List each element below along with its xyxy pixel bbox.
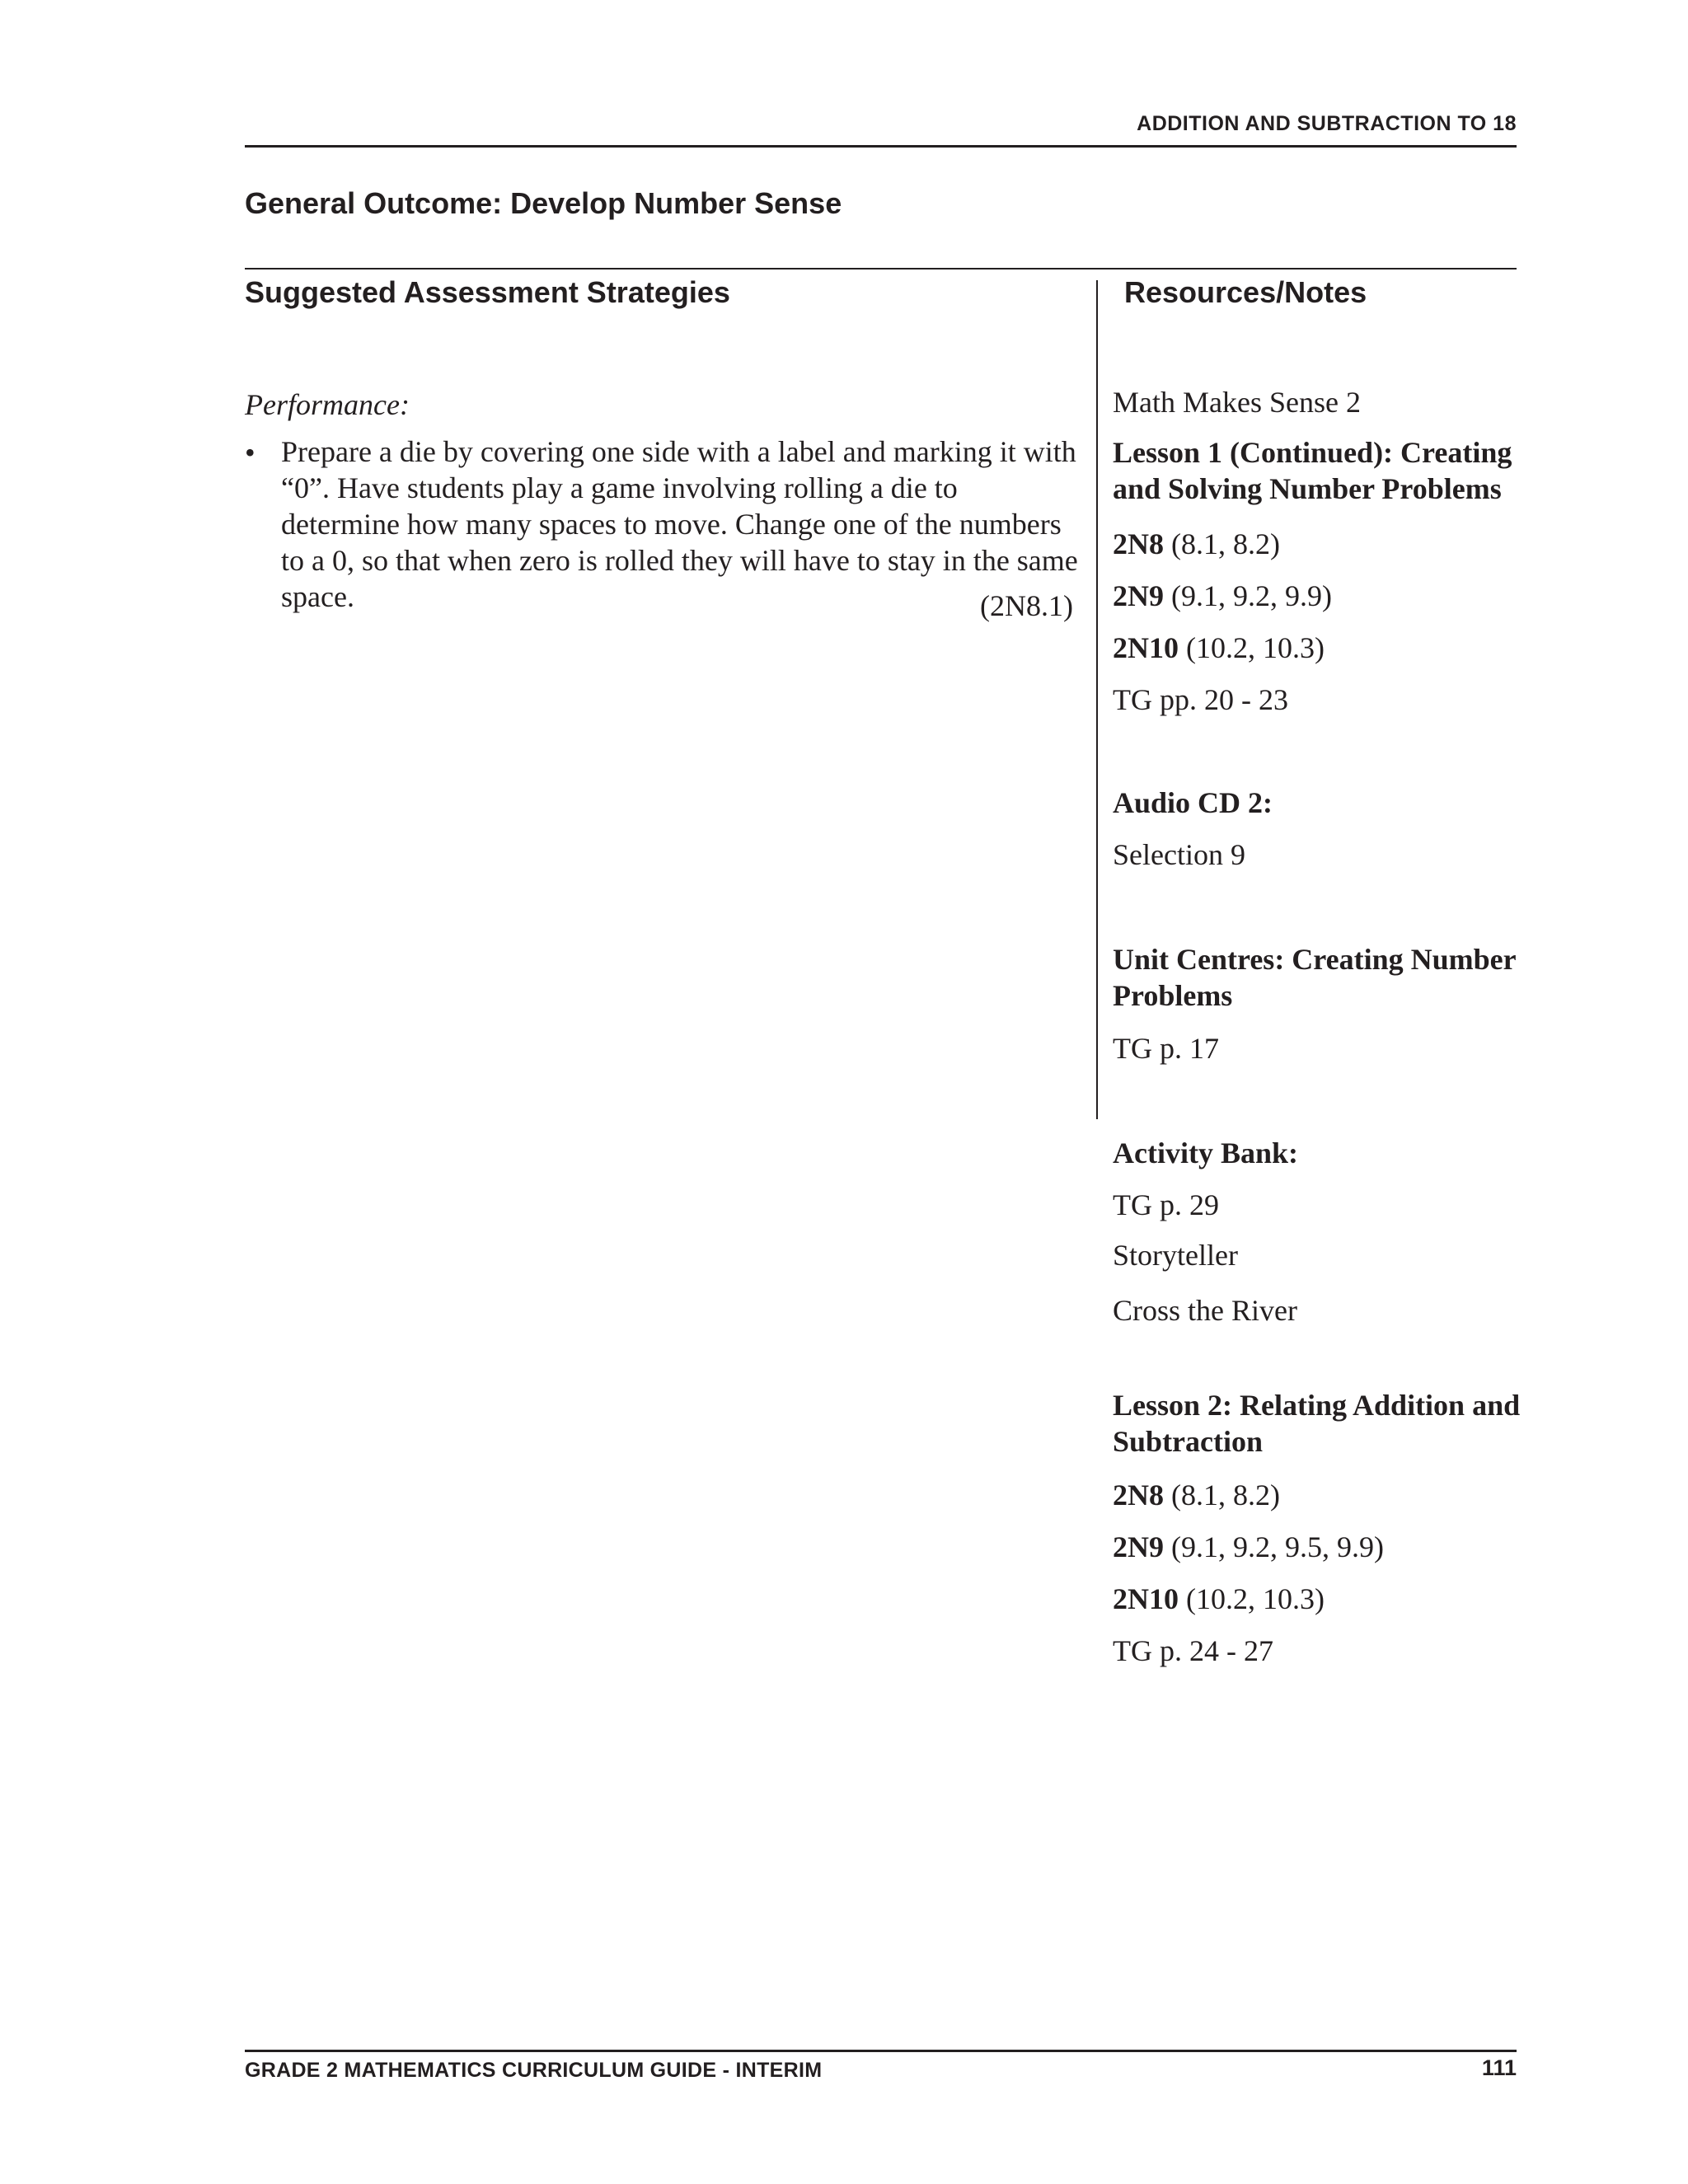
lesson1-outcome-2n8: 2N8 (8.1, 8.2) (1113, 527, 1280, 560)
lesson1-title: Lesson 1 (Continued): Creating and Solving Number Problems (1113, 436, 1512, 505)
activity-cross-the-river: Cross the River (1113, 1294, 1297, 1327)
lesson2-outcome-2n8: 2N8 (8.1, 8.2) (1113, 1479, 1280, 1511)
activity-storyteller: Storyteller (1113, 1239, 1238, 1272)
book-title: Math Makes Sense 2 (1113, 386, 1361, 419)
audio-cd-title: Audio CD 2: (1113, 786, 1273, 819)
lesson1-outcome-2n10: 2N10 (10.2, 10.3) (1113, 631, 1325, 664)
activity-bank-tg: TG p. 29 (1113, 1188, 1219, 1221)
performance-label: Performance: (245, 388, 410, 421)
footer-title: GRADE 2 MATHEMATICS CURRICULUM GUIDE - INTERIM (245, 2059, 823, 2082)
assessment-item: Prepare a die by covering one side with a label and marking it with “0”. Have students play a game involving rolling a die to determine how many spaces to move. Change one of the numbers to a 0, so that when zero is rolled they will have to stay in the same space. (281, 435, 1078, 613)
unit-centres-title: Unit Centres: Creating Number Problems (1113, 943, 1516, 1012)
lesson2-tg-pages: TG p. 24 - 27 (1113, 1634, 1273, 1667)
running-head: ADDITION AND SUBTRACTION TO 18 (1137, 112, 1517, 135)
section-rule (245, 268, 1517, 269)
footer-rule (245, 2050, 1517, 2052)
lesson2-outcome-2n10: 2N10 (10.2, 10.3) (1113, 1582, 1325, 1615)
activity-bank-title: Activity Bank: (1113, 1137, 1298, 1169)
lesson1-tg-pages: TG pp. 20 - 23 (1113, 683, 1288, 716)
outcome-reference: (2N8.1) (980, 589, 1073, 622)
column-divider (1096, 280, 1098, 1119)
assessment-heading: Suggested Assessment Strategies (245, 275, 730, 309)
general-outcome-title: General Outcome: Develop Number Sense (245, 186, 842, 220)
unit-centres-tg: TG p. 17 (1113, 1032, 1219, 1065)
audio-cd-selection: Selection 9 (1113, 838, 1245, 871)
bullet-icon: • (245, 436, 256, 469)
page-number: 111 (1481, 2055, 1517, 2080)
lesson1-outcome-2n9: 2N9 (9.1, 9.2, 9.9) (1113, 579, 1332, 612)
resources-heading: Resources/Notes (1124, 275, 1367, 309)
top-rule (245, 145, 1517, 148)
lesson2-outcome-2n9: 2N9 (9.1, 9.2, 9.5, 9.9) (1113, 1530, 1384, 1563)
lesson2-title: Lesson 2: Relating Addition and Subtraction (1113, 1389, 1521, 1458)
